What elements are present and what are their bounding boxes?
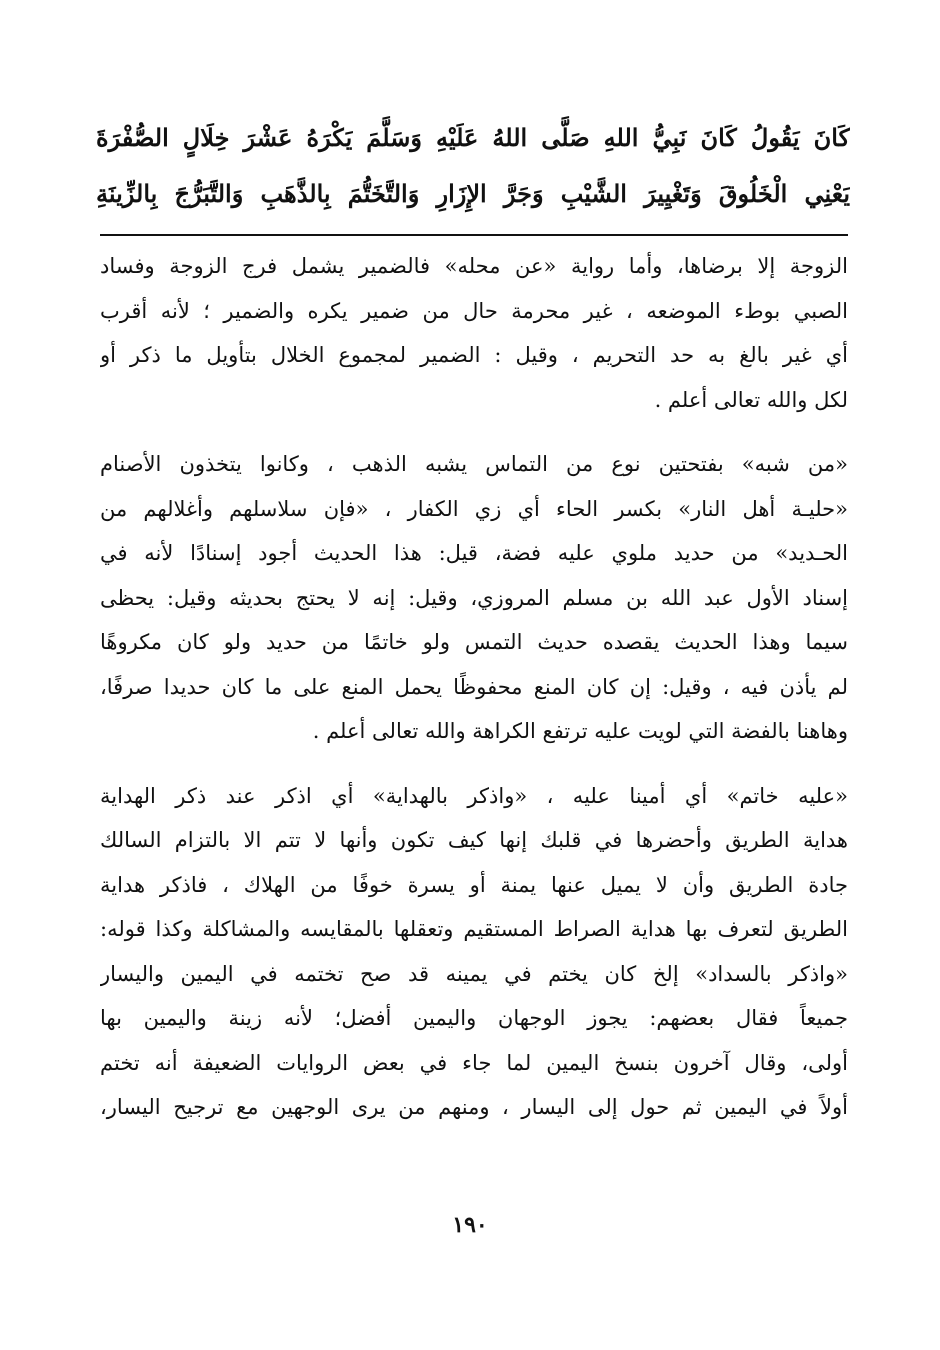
commentary-line: جادة الطريق وأن لا يميل عنها يمنة أو يسرة خوفًا من الهلاك ، فاذكر هداية — [100, 872, 848, 897]
commentary-line: إسناد الأول عبد الله بن مسلم المروزي، وقيل: إنه لا يحتج بحديثه وقيل: يحظى — [100, 585, 848, 610]
hadith-line: كَانَ يَقُولُ كَانَ نَبِيُّ اللهِ صَلَّى اللهُ عَلَيْهِ وَسَلَّمَ يَكْرَهُ عَشْرَ خِلَالٍ الصُّفْرَةَ — [96, 123, 850, 152]
commentary-line: «واذكر بالسداد» إلخ كان يختم في يمينه قد صح تختمه في اليمين واليسار — [100, 961, 848, 986]
hadith-line: يَعْنِي الْخَلُوقَ وَتَغْيِيرَ الشَّيْبِ وَجَرَّ الإِزَارِ وَالتَّخَتُّمَ بِالذَّهَبِ وَالتَّبَرُّجَ بِالزِّينَةِ — [96, 179, 850, 208]
commentary-line: الطريق لتعرف بها هداية الصراط المستقيم وتعقلها بالمقايسه والمشاكلة وكذا قوله: — [100, 917, 848, 941]
hadith-text — [96, 110, 850, 222]
commentary-paragraph — [100, 774, 848, 1130]
commentary-line: لم يأذن فيه ، وقيل: إن كان المنع محفوظًا يحمل المنع على ما كان حديدا صرفًا، — [100, 674, 848, 699]
commentary-line: أولى، وقال آخرون بنسخ اليمين لما جاء في بعض الروايات الضعيفة أنه تختم — [100, 1050, 848, 1075]
commentary-line: وهاهنا بالفضة التي لويت عليه ترتفع الكراهة والله تعالى أعلم . — [312, 719, 848, 743]
commentary-line: الزوجة إلا برضاها، وأما رواية «عن محله» فالضمير يشمل فرج الزوجة وفساد — [100, 254, 848, 278]
commentary — [100, 244, 848, 1150]
commentary-line: لكل والله تعالى أعلم . — [654, 387, 848, 412]
page-number: ١٩٠ — [452, 1212, 488, 1238]
commentary-paragraph — [100, 442, 848, 754]
commentary-line: «حليـة أهل النار» بكسر الحاء أي زي الكفار ، «فإن سلاسلهم وأغلالهم من — [100, 496, 848, 521]
commentary-line: أولاً في اليمين ثم حول إلى اليسار ، ومنهم من يرى الوجهين مع ترجيح اليسار، — [100, 1095, 848, 1119]
commentary-line: هداية الطريق وأحضرها في قلبك إنها كيف تكون وأنها لا تتم الا بالتزام السالك — [100, 828, 848, 852]
commentary-line: الحـديد» من حديد ملوي عليه فضة، قيل: هذا الحديث أجود إسنادًا لأنه في — [100, 541, 848, 565]
commentary-line: الصبي بوطء الموضعه ، غير محرمة حال من ضمير يكره والضمير ؛ لأنه أقرب — [100, 298, 848, 323]
separator-rule — [100, 234, 848, 236]
commentary-line: «عليه خاتم» أي أمينا عليه ، «واذكر بالهداية» أي اذكر عند ذكر الهداية — [100, 783, 848, 808]
commentary-line: سيما وهذا الحديث يقصده حديث التمس ولو خاتمًا من حديد ولو كان مكروهًا — [100, 630, 848, 654]
commentary-line: أي غير بالغ به حد التحريم ، وقيل : الضمير لمجموع الخلال بتأويل ما ذكر أو — [100, 343, 848, 367]
commentary-line: جميعاً فقال بعضهم: يجوز الوجهان واليمين أفضل؛ لأنه زينة واليمين بها — [100, 1006, 848, 1030]
commentary-line: «من شبه» بفتحتين نوع من التماس يشبه الذهب ، وكانوا يتخذون الأصنام — [100, 452, 848, 476]
commentary-paragraph — [100, 244, 848, 422]
